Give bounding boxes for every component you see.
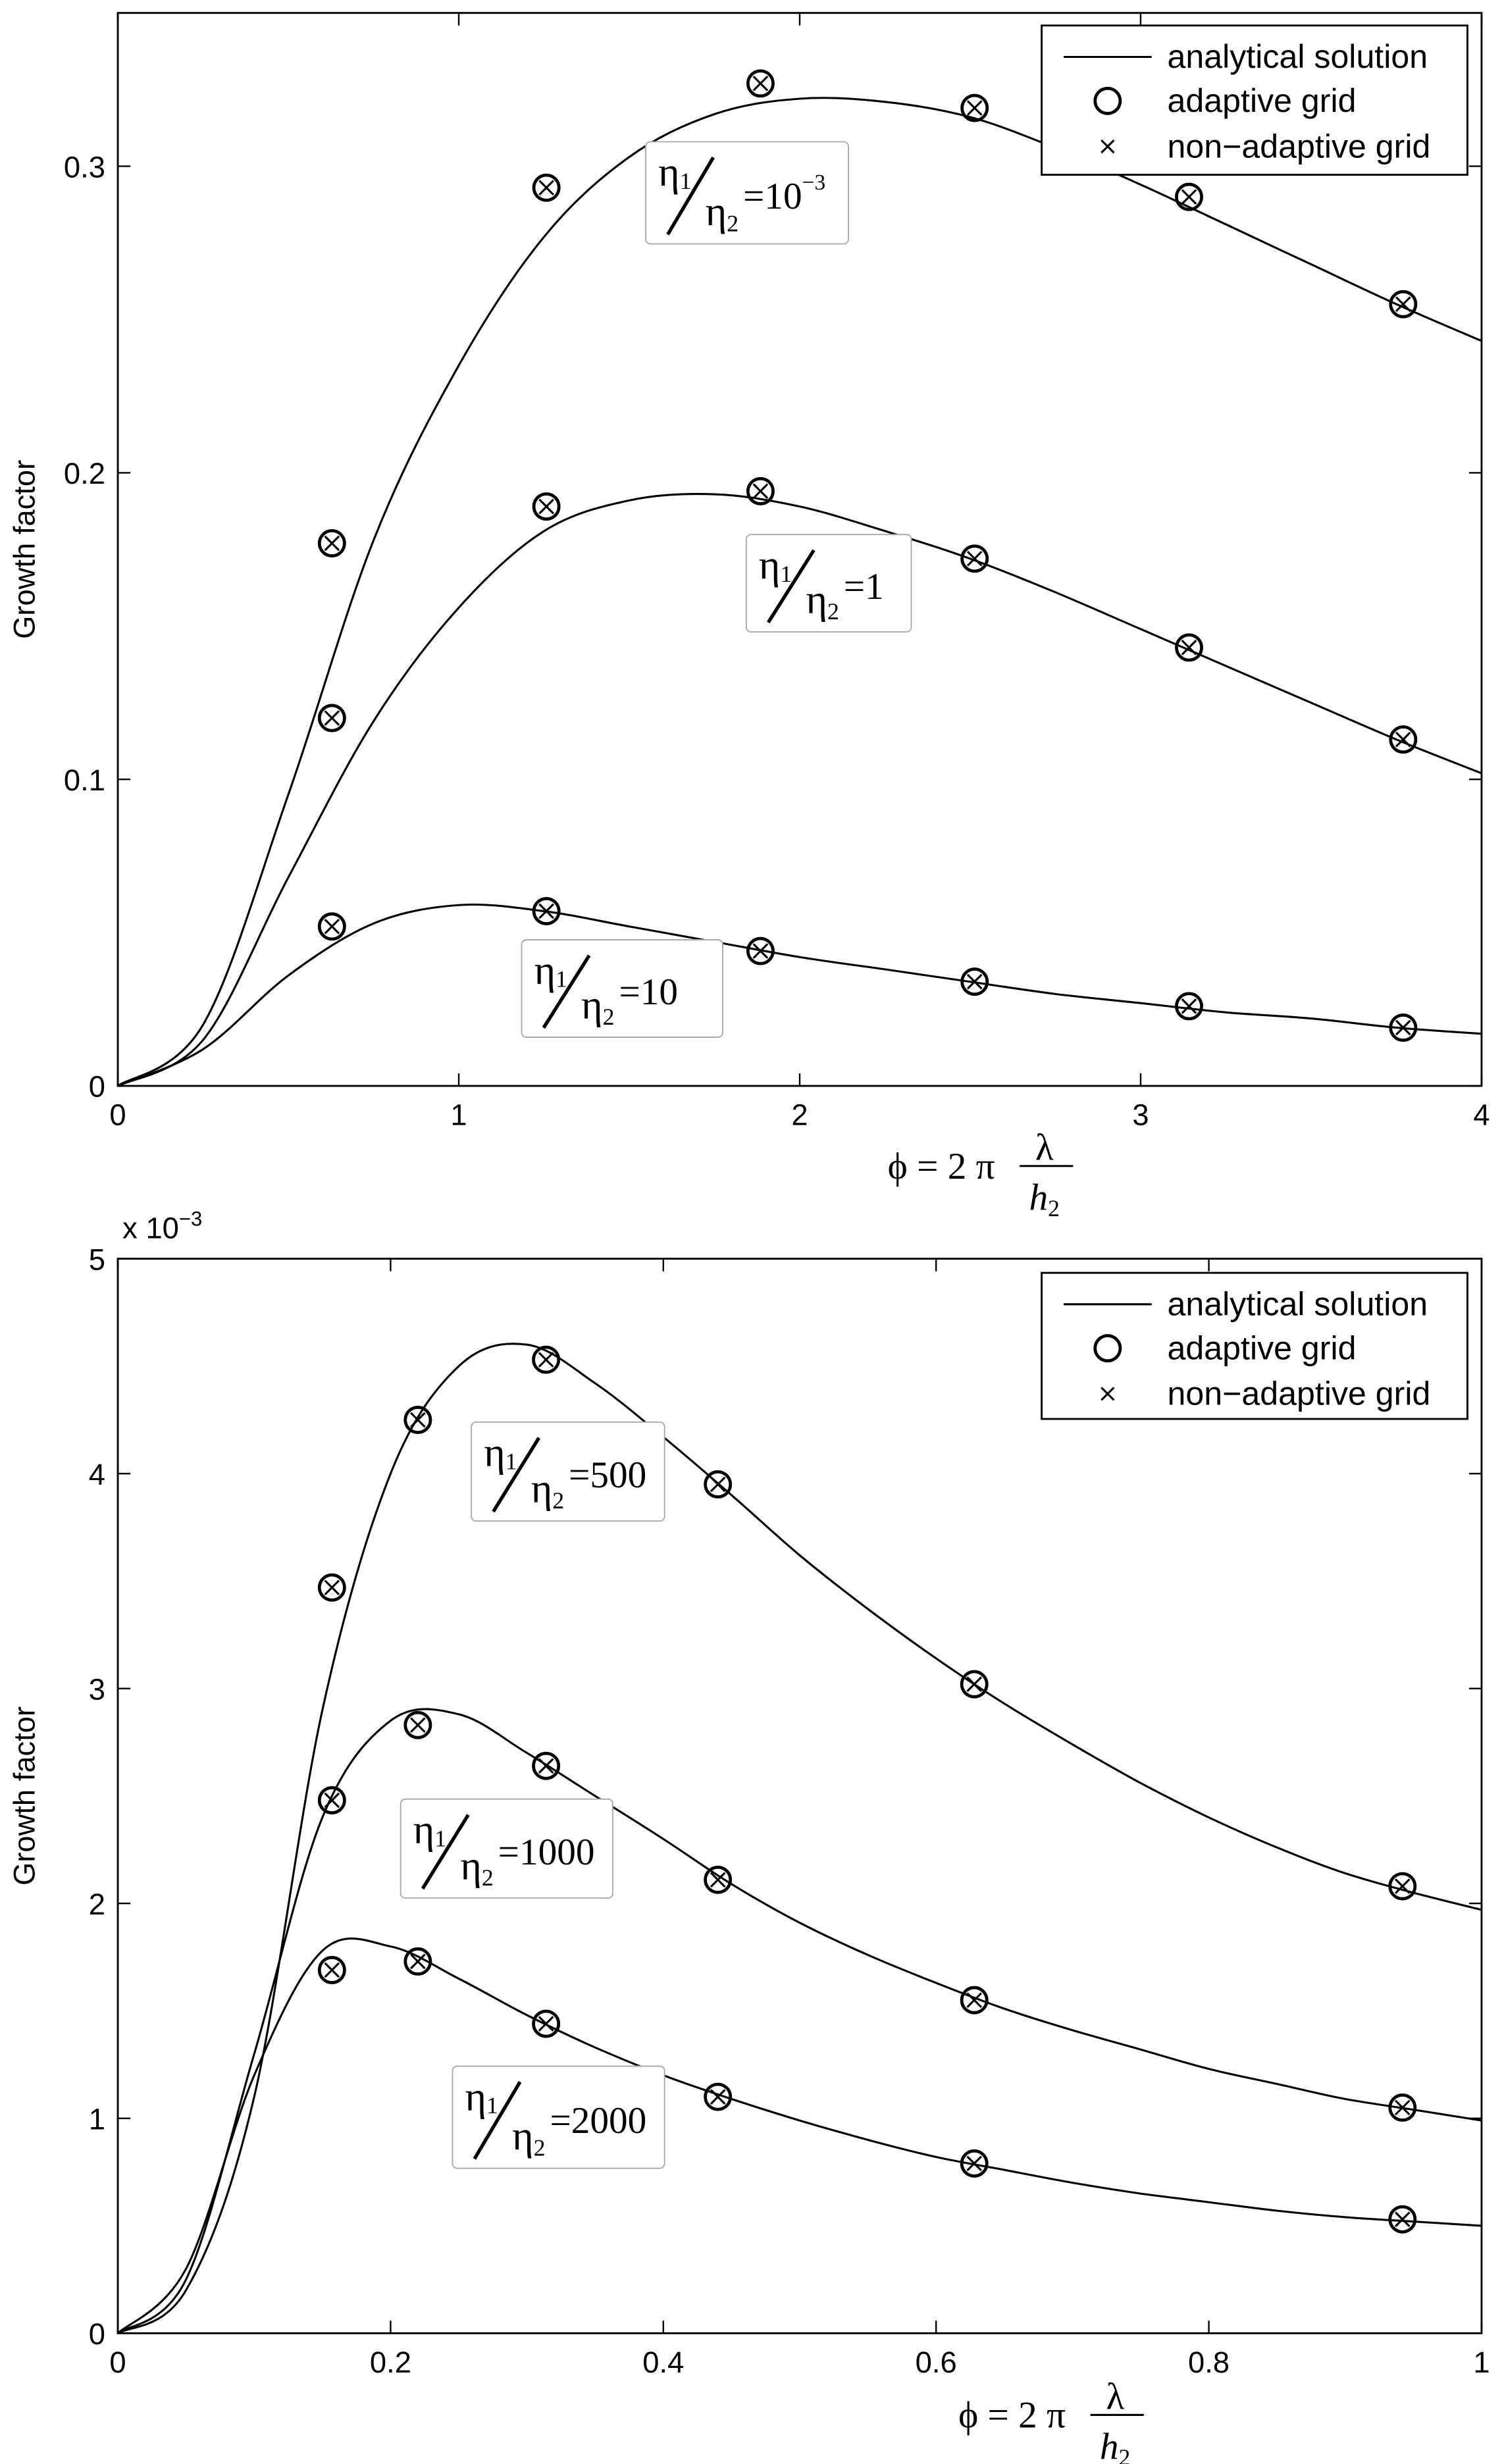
- eta: η: [512, 2114, 534, 2159]
- x-tick-label: 1: [1473, 2345, 1490, 2379]
- legend-entry: analytical solution: [1167, 1285, 1428, 1323]
- annotation-rhs: =10: [743, 175, 802, 217]
- y-axis-label: Growth factor: [7, 1706, 41, 1886]
- series-annotation: [521, 940, 723, 1037]
- series-annotation: [746, 534, 912, 632]
- x-tick-label: 0.4: [642, 2345, 685, 2379]
- legend-entry: non−adaptive grid: [1167, 1375, 1431, 1412]
- denominator-subscript: 2: [1048, 1195, 1060, 1222]
- subscript: 1: [780, 560, 792, 587]
- denominator-h: h: [1099, 2426, 1119, 2464]
- eta: η: [806, 577, 827, 623]
- top-chart: [8, 13, 1490, 1221]
- y-tick-label: 0.2: [63, 457, 105, 491]
- annotation-value: [844, 566, 884, 607]
- x-tick-label: 4: [1473, 1098, 1490, 1132]
- subscript: 2: [552, 1487, 565, 1514]
- x-tick-label: 0.8: [1188, 2345, 1230, 2379]
- subscript: 1: [505, 1448, 517, 1475]
- subscript: 2: [727, 210, 739, 237]
- y-tick-label: 0.3: [63, 150, 105, 184]
- series-annotation: [401, 1799, 613, 1898]
- series-annotation: [452, 2066, 664, 2169]
- eta: η: [534, 948, 556, 993]
- annotation-rhs: =10: [619, 971, 679, 1013]
- eta: η: [658, 150, 680, 195]
- annotation-superscript: −3: [802, 170, 826, 195]
- subscript: 2: [533, 2134, 546, 2161]
- eta: η: [758, 542, 781, 588]
- annotation-value: [619, 971, 678, 1013]
- y-tick-label: 0: [88, 1069, 105, 1104]
- denominator-h: h: [1029, 1177, 1049, 1219]
- x-axis-label-numerator: λ: [1035, 1127, 1054, 1169]
- subscript: 1: [679, 168, 692, 195]
- y-tick-label: 1: [88, 2102, 105, 2136]
- y-exponent-label: [122, 1207, 202, 1245]
- annotation-rhs: =1000: [498, 1831, 595, 1873]
- eta: η: [413, 1807, 435, 1853]
- x-axis-label-lhs: ϕ = 2 π: [958, 2394, 1066, 2436]
- subscript: 1: [556, 965, 567, 992]
- annotation-rhs: =1: [843, 566, 884, 608]
- subscript: 2: [481, 1864, 494, 1891]
- subscript: 1: [434, 1825, 447, 1852]
- x-axis-label-lhs: ϕ = 2 π: [887, 1145, 995, 1187]
- bottom-chart: [8, 1207, 1490, 2464]
- x-tick-label: 0.2: [369, 2345, 411, 2379]
- plot-area: [118, 1259, 1482, 2334]
- y-tick-label: 3: [88, 1672, 105, 1707]
- legend-entry: adaptive grid: [1167, 82, 1357, 120]
- y-exponent-power: −3: [178, 1207, 203, 1231]
- eta: η: [705, 189, 727, 234]
- subscript: 1: [486, 2092, 498, 2119]
- x-axis-label-numerator: λ: [1106, 2375, 1125, 2417]
- x-tick-label: 0.6: [915, 2345, 957, 2379]
- eta: η: [460, 1843, 482, 1889]
- series-annotation: [471, 1422, 665, 1521]
- x-axis-label-denominator: [1029, 1177, 1060, 1222]
- eta: η: [465, 2074, 487, 2120]
- y-axis-label: Growth factor: [7, 459, 41, 639]
- annotation-value: [550, 2100, 646, 2142]
- eta: η: [581, 983, 603, 1028]
- legend-entry: non−adaptive grid: [1167, 128, 1431, 165]
- y-tick-label: 4: [88, 1457, 105, 1491]
- annotation-rhs: =2000: [550, 2099, 647, 2142]
- series-annotation: [646, 141, 848, 244]
- eta: η: [531, 1466, 553, 1512]
- y-exponent-base: x 10: [122, 1211, 179, 1245]
- y-tick-label: 0.1: [63, 763, 105, 797]
- denominator-subscript: 2: [1118, 2444, 1131, 2464]
- y-tick-label: 5: [88, 1243, 105, 1277]
- annotation-rhs: =500: [569, 1454, 647, 1496]
- x-tick-label: 1: [450, 1098, 467, 1132]
- annotation-value: [569, 1454, 646, 1496]
- legend-entry: analytical solution: [1167, 38, 1428, 76]
- x-tick-label: 0: [109, 1098, 126, 1132]
- subscript: 2: [602, 1003, 615, 1030]
- y-tick-label: 0: [88, 2317, 105, 2351]
- eta: η: [484, 1430, 505, 1476]
- x-tick-label: 0: [109, 2345, 126, 2379]
- subscript: 2: [827, 598, 839, 625]
- legend-entry: adaptive grid: [1167, 1329, 1357, 1367]
- annotation-value: [498, 1832, 595, 1873]
- x-axis-label-denominator: [1100, 2426, 1131, 2464]
- x-tick-label: 2: [791, 1098, 808, 1132]
- x-tick-label: 3: [1132, 1098, 1149, 1132]
- y-tick-label: 2: [88, 1887, 105, 1921]
